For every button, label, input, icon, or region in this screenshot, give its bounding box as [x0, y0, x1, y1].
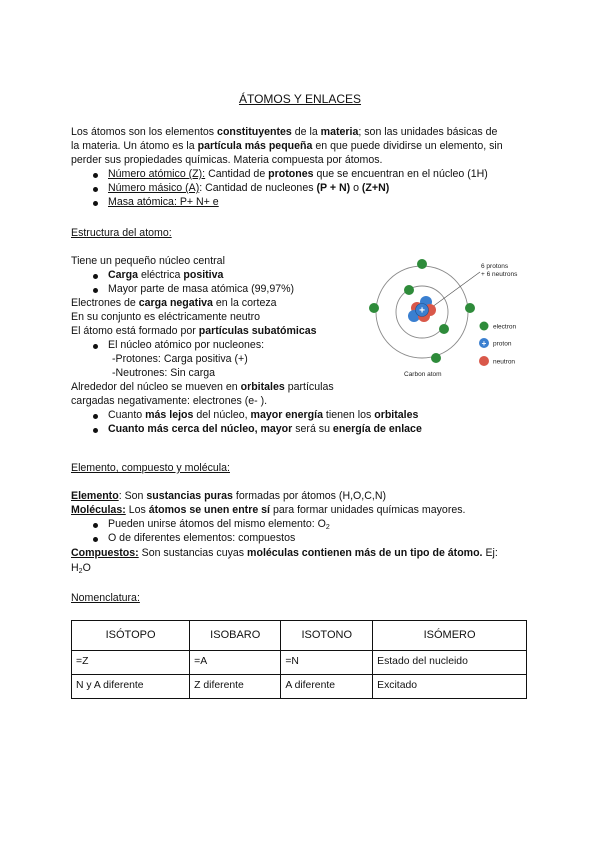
estructura-bullet-5: Cuanto más cerca del núcleo, mayor será su energía de enlace: [108, 423, 422, 435]
legend-neutron-icon: [479, 356, 489, 366]
bullet-icon: [93, 537, 98, 542]
table-header-cell: ISOTONO: [281, 621, 373, 651]
table-cell: =A: [190, 651, 281, 675]
moleculas-bullet-2: O de diferentes elementos: compuestos: [108, 532, 296, 544]
bullet-icon: [93, 201, 98, 206]
estructura-line-1: Tiene un pequeño núcleo central: [71, 255, 225, 267]
moleculas-line: Moléculas: Los átomos se unen entre sí para formar unidades químicas mayores.: [71, 504, 466, 516]
bullet-icon: [93, 428, 98, 433]
bullet-icon: [93, 414, 98, 419]
electron-icon: [369, 303, 379, 313]
estructura-line-6: cargadas negativamente: electrones (e- ).: [71, 395, 268, 407]
table-header-row: [72, 621, 527, 651]
diagram-caption: Carbon atom: [404, 371, 442, 378]
estructura-line-3: En su conjunto es eléctricamente neutro: [71, 311, 261, 323]
compuestos-line-2: $H_2O$: [71, 562, 91, 575]
proton-plus-icon: +: [419, 305, 425, 317]
elemento-line: Elemento: Son sustancias puras formadas por átomos (H,O,C,N): [71, 490, 386, 502]
section-heading-nomenclatura: Nomenclatura:: [71, 592, 140, 604]
estructura-line-4: El átomo está formado por partículas subatómicas: [71, 325, 317, 337]
bullet-icon: [93, 523, 98, 528]
intro-bullet-1: Número atómico (Z): Cantidad de protones que se encuentran en el núcleo (1H): [108, 168, 488, 180]
neutrones-line: -Neutrones: Sin carga: [112, 367, 216, 379]
nucleus: [408, 296, 436, 322]
label-neutrons: + 6 neutrons: [481, 271, 518, 278]
estructura-bullet-1: Carga eléctrica positiva: [108, 269, 224, 281]
page-title: ÁTOMOS Y ENLACES: [238, 92, 362, 106]
table-cell: Estado del nucleido: [373, 651, 527, 675]
bullet-icon: [93, 288, 98, 293]
table-cell: =N: [281, 651, 373, 675]
legend: [479, 322, 517, 367]
intro-bullet-3: Masa atómica: P+ N+ e: [108, 196, 219, 208]
electron-icon: [465, 303, 475, 313]
electron-icon: [417, 259, 427, 269]
bullet-icon: [93, 274, 98, 279]
estructura-bullet-2: Mayor parte de masa atómica (99,97%): [108, 283, 295, 295]
intro-line-3: perder sus propiedades químicas. Materia compuesta por átomos.: [71, 154, 383, 166]
label-protons: 6 protons: [481, 263, 509, 270]
table-header-cell: ISÓTOPO: [72, 621, 190, 651]
nomenclatura-table: [71, 620, 527, 699]
legend-plus-icon: +: [481, 339, 487, 348]
table-cell: N y A diferente: [72, 675, 190, 699]
estructura-bullet-4: Cuanto más lejos del núcleo, mayor energía tienen los orbitales: [108, 409, 419, 421]
legend-electron-label: electron: [493, 323, 517, 331]
electron-icon: [404, 285, 414, 295]
legend-electron-icon: [480, 322, 489, 331]
protones-line: -Protones: Carga positiva (+): [112, 353, 248, 365]
moleculas-bullet-1: Pueden unirse átomos del mismo elemento: $O_2$: [108, 518, 330, 531]
table-cell: A diferente: [281, 675, 373, 699]
bullet-icon: [93, 344, 98, 349]
table-row: [72, 675, 527, 699]
legend-proton-label: proton: [493, 340, 512, 348]
compuestos-line: Compuestos: Son sustancias cuyas moléculas contienen más de un tipo de átomo. Ej:: [71, 547, 498, 559]
electron-icon: [439, 324, 449, 334]
carbon-atom-diagram: [362, 250, 532, 382]
intro-bullet-2: Número másico (A): Cantidad de nucleones (P + N) o (Z+N): [108, 182, 390, 194]
intro-line-1: Los átomos son los elementos constituyentes de la materia; son las unidades básicas de: [71, 126, 498, 138]
section-heading-estructura: Estructura del atomo:: [71, 227, 172, 239]
table-cell: Z diferente: [190, 675, 281, 699]
section-heading-elemento: Elemento, compuesto y molécula:: [71, 462, 230, 474]
electron-icon: [431, 353, 441, 363]
legend-neutron-label: neutron: [493, 358, 516, 366]
table-cell: =Z: [72, 651, 190, 675]
table-row: [72, 651, 527, 675]
estructura-line-5: Alrededor del núcleo se mueven en orbitales partículas: [71, 381, 334, 393]
bullet-icon: [93, 187, 98, 192]
bullet-icon: [93, 173, 98, 178]
table-cell: Excitado: [373, 675, 527, 699]
table-header-cell: ISÓMERO: [373, 621, 527, 651]
table-header-cell: ISOBARO: [190, 621, 281, 651]
estructura-bullet-3: El núcleo atómico por nucleones:: [108, 339, 265, 351]
estructura-line-2: Electrones de carga negativa en la corteza: [71, 297, 277, 309]
intro-line-2: la materia. Un átomo es la partícula más pequeña en que puede dividirse un elemento, sin: [71, 140, 503, 152]
